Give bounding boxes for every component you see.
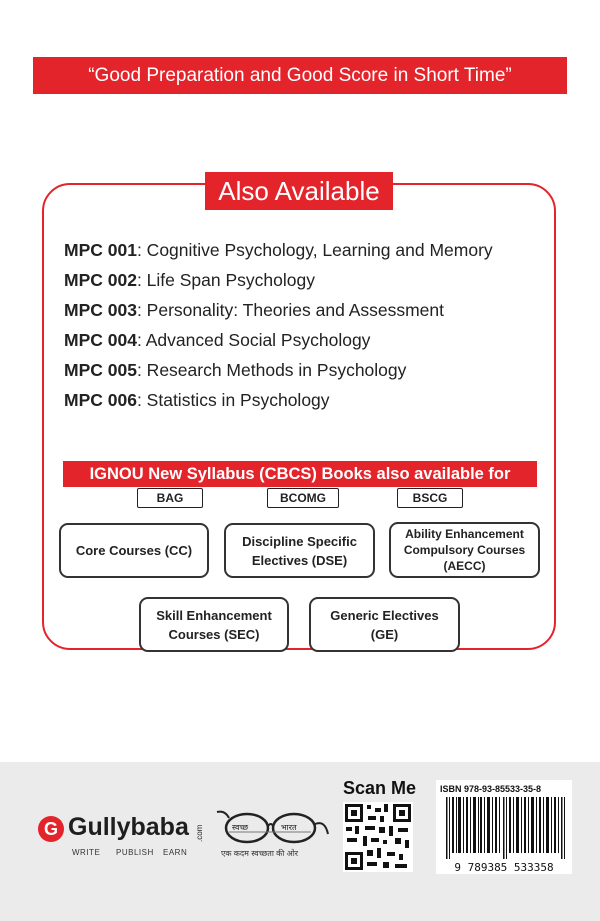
tagline-text: “Good Preparation and Good Score in Short Time” [88,64,512,86]
course-type-aecc [389,522,540,578]
list-item [64,360,544,390]
scan-me-label: Scan Me [343,778,417,798]
course-title: : Advanced Social Psychology [136,330,371,350]
isbn-digits: 9 789385 533358 [454,861,554,874]
course-type-cc [59,523,209,578]
list-item [64,300,544,330]
swachh-right-text: भारत [281,823,297,832]
tagline-banner [33,57,567,94]
slogan-publish: PUBLISH [116,848,154,857]
course-title: : Life Span Psychology [136,270,315,290]
course-type-line: (AECC) [443,559,486,573]
course-type-line: Courses (SEC) [168,626,260,642]
course-title: : Statistics in Psychology [136,390,330,410]
barcode-icon [444,797,566,859]
logo-letter: G [43,818,58,839]
course-code: MPC 004 [64,330,137,350]
course-type-ge [309,597,460,652]
brand-name: Gullybaba [68,813,189,841]
program-tag-bscg: BSCG [397,488,463,508]
course-type-line: Generic Electives [330,607,439,623]
syllabus-banner [63,461,537,487]
course-type-line: Ability Enhancement [405,527,524,541]
course-type-line: Skill Enhancement [156,607,272,623]
qr-code-icon[interactable] [343,802,413,872]
course-type-line: Electives (DSE) [251,552,348,568]
course-code: MPC 006 [64,390,137,410]
course-type-line: Discipline Specific [242,533,357,549]
isbn-label: ISBN 978-93-85533-35-8 [440,784,542,794]
course-type-line: Core Courses (CC) [75,543,193,558]
gullybaba-logo-icon [38,816,64,842]
swachh-tagline: एक कदम स्वच्छता की ओर [221,849,299,858]
also-available-heading [205,172,393,210]
course-list [64,240,544,420]
course-title: : Cognitive Psychology, Learning and Memory [136,240,493,260]
course-code: MPC 003 [64,300,137,320]
course-code: MPC 002 [64,270,137,290]
course-type-dse [224,523,375,578]
slogan-write: WRITE [72,848,101,857]
course-code: MPC 005 [64,360,137,380]
list-item [64,390,544,420]
course-type-line: Compulsory Courses [403,543,526,557]
syllabus-banner-text: IGNOU New Syllabus (CBCS) Books also available for [89,464,511,483]
slogan-earn: EARN [163,848,188,857]
list-item [64,330,544,360]
course-code: MPC 001 [64,240,137,260]
course-title: : Personality: Theories and Assessment [136,300,445,320]
course-type-sec [139,597,289,652]
course-type-line: (GE) [370,626,399,642]
list-item [64,270,544,300]
program-tag-bag: BAG [137,488,203,508]
swachh-left-text: स्वच्छ [232,823,249,832]
list-item [64,240,544,270]
brand-suffix: .com [195,824,204,842]
course-title: : Research Methods in Psychology [136,360,407,380]
also-available-text: Also Available [218,175,380,206]
program-tag-bcomg: BCOMG [267,488,339,508]
